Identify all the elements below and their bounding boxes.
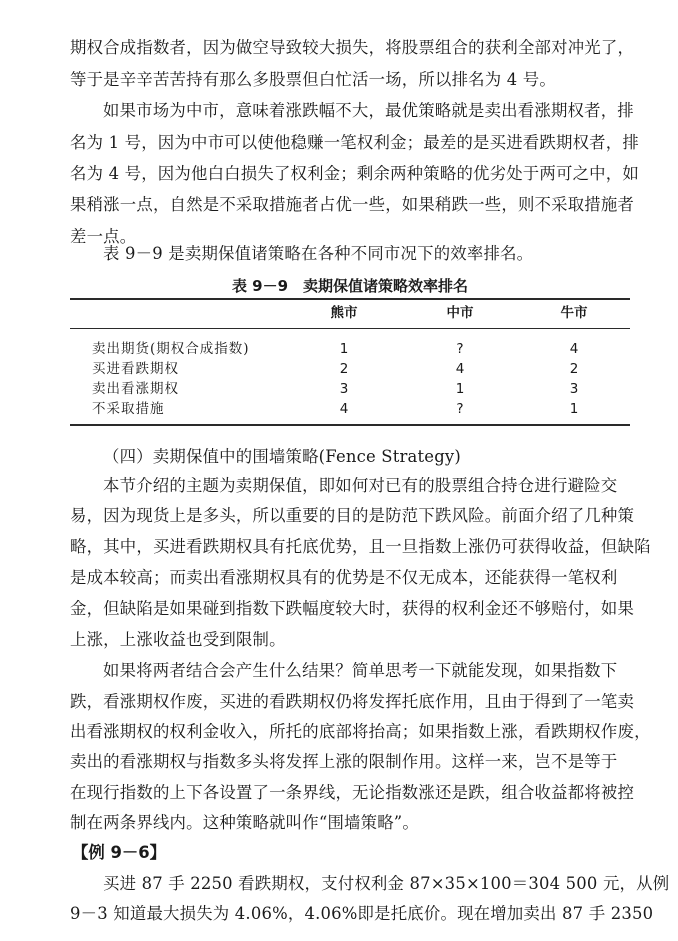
row-value: 3 [569, 381, 579, 397]
row-value: 3 [339, 381, 349, 397]
table-title: 表 9－9 卖期保值诸策略效率排名 [231, 277, 469, 295]
paragraph-line: 卖出的看涨期权与指数多头将发挥上涨的限制作用。这样一来，岂不是等于 [70, 752, 618, 771]
paragraph-line: 金，但缺陷是如果碰到指数下跌幅度较大时，获得的权利金还不够赔付，如果 [70, 599, 635, 618]
paragraph-line: 跌，看涨期权作废，买进的看跌期权仍将发挥托底作用，且由于得到了一笔卖 [70, 692, 635, 711]
table-header-bull: 牛市 [560, 305, 588, 321]
table-header-neutral: 中市 [446, 305, 474, 321]
row-value: 2 [339, 361, 349, 377]
paragraph-line: 是成本较高；而卖出看涨期权具有的优势是不仅无成本，还能获得一笔权利 [70, 568, 618, 587]
paragraph-line: 如果将两者结合会产生什么结果？简单思考一下就能发现，如果指数下 [103, 661, 618, 680]
paragraph-line: 名为 1 号，因为中市可以使他稳赚一笔权利金；最差的是买进看跌期权者，排 [70, 133, 639, 152]
paragraph-line: 9－3 知道最大损失为 4.06%，4.06%即是托底价。现在增加卖出 87 手 2350 [70, 904, 654, 923]
row-value: 1 [339, 341, 349, 357]
table-bottom-rule [70, 424, 630, 426]
paragraph-line: 差一点。 [70, 227, 137, 246]
paragraph-line: 如果市场为中市，意味着涨跌幅不大，最优策略就是卖出看涨期权者，排 [103, 101, 634, 120]
paragraph-line: 表 9－9 是卖期保值诸策略在各种不同市况下的效率排名。 [103, 244, 534, 263]
row-value: 2 [569, 361, 579, 377]
paragraph-line: 果稍涨一点，自然是不采取措施者占优一些，如果稍跌一些，则不采取措施者 [70, 195, 635, 214]
row-value: 1 [569, 401, 579, 417]
paragraph-line: 在现行指数的上下各设置了一条界线，无论指数涨还是跌，组合收益都将被控 [70, 783, 635, 802]
row-value: ? [456, 341, 464, 357]
paragraph-line: 期权合成指数者，因为做空导致较大损失，将股票组合的获利全部对冲光了， [70, 38, 635, 57]
example-label: 【例 9－6】 [72, 843, 167, 862]
paragraph-line: 略，其中，买进看跌期权具有托底优势，且一旦指数上涨仍可获得收益，但缺陷 [70, 537, 651, 556]
row-value: 4 [339, 401, 349, 417]
row-value: 4 [569, 341, 579, 357]
row-value: ? [456, 401, 464, 417]
paragraph-line: 买进 87 手 2250 看跌期权，支付权利金 87×35×100＝304 500 元，从例 [103, 874, 670, 893]
paragraph-line: 上涨，上涨收益也受到限制。 [70, 630, 286, 649]
table-header-rule [70, 328, 630, 329]
paragraph-line: 易，因为现货上是多头，所以重要的目的是防范下跌风险。前面介绍了几种策 [70, 506, 635, 525]
table-top-rule [70, 298, 630, 300]
table-header-bear: 熊市 [330, 305, 358, 321]
section-heading: （四）卖期保值中的围墙策略(Fence Strategy) [103, 447, 461, 466]
row-label: 卖出期货(期权合成指数) [92, 341, 250, 357]
row-value: 4 [455, 361, 465, 377]
paragraph-line: 等于是辛辛苦苦持有那么多股票但白忙活一场，所以排名为 4 号。 [70, 70, 556, 89]
paragraph-line: 名为 4 号，因为他白白损失了权利金；剩余两种策略的优劣处于两可之中，如 [70, 164, 639, 183]
paragraph-line: 出看涨期权的权利金收入，所托的底部将抬高；如果指数上涨，看跌期权作废， [70, 722, 651, 741]
row-label: 不采取措施 [92, 401, 165, 417]
row-value: 1 [455, 381, 465, 397]
paragraph-line: 本节介绍的主题为卖期保值，即如何对已有的股票组合持仓进行避险交 [103, 476, 618, 495]
row-label: 买进看跌期权 [92, 361, 179, 377]
paragraph-line: 制在两条界线内。这种策略就叫作“围墙策略”。 [70, 813, 419, 832]
row-label: 卖出看涨期权 [92, 381, 179, 397]
